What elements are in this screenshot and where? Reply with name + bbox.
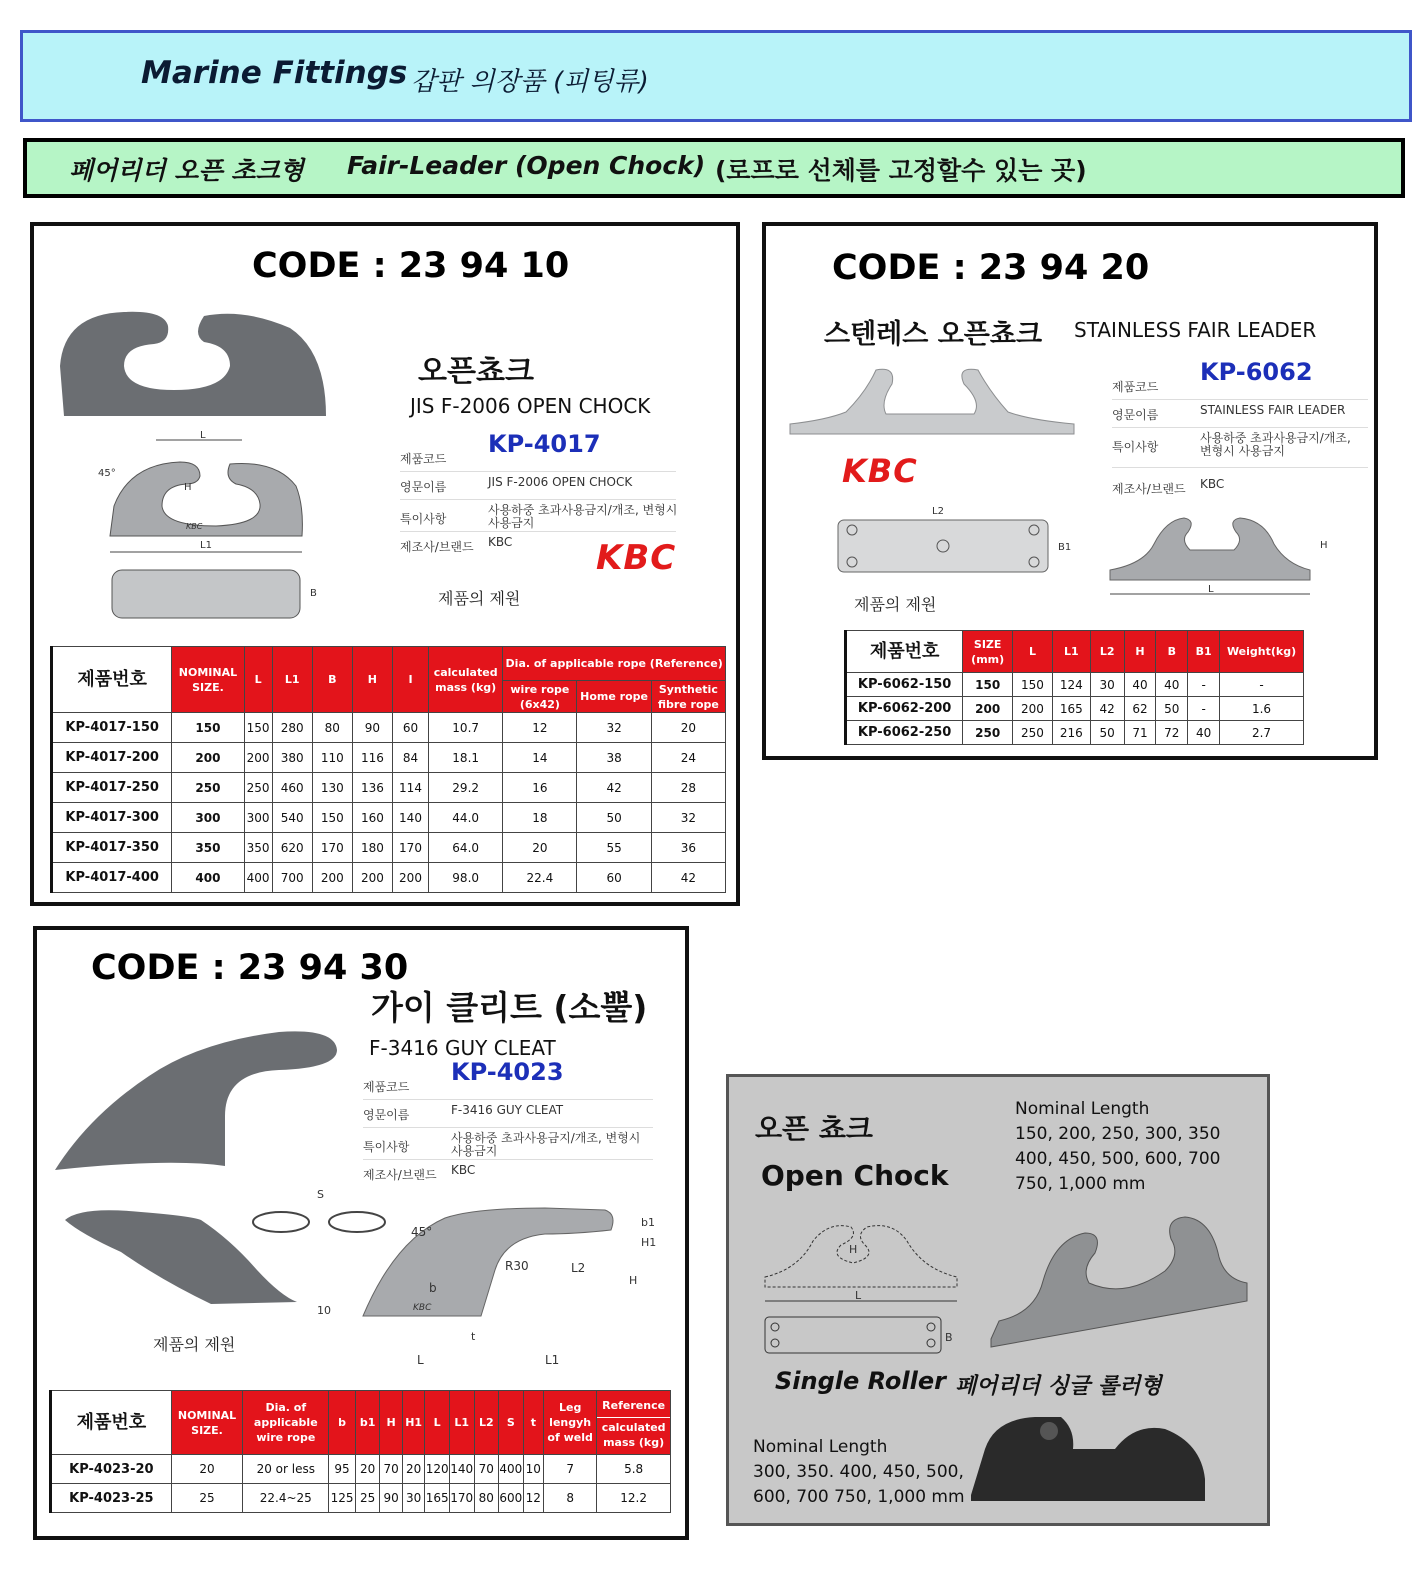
svg-text:L: L [855, 1289, 862, 1302]
table-cell: 250 [963, 721, 1013, 745]
table-row [52, 833, 726, 863]
svg-text:KBC: KBC [186, 522, 203, 531]
name-key: 영문이름 [1112, 408, 1159, 422]
english-name: F-3416 GUY CLEAT [451, 1103, 564, 1117]
product-panel-guy-cleat [33, 926, 689, 1540]
table-cell: 80 [474, 1484, 499, 1513]
table-cell: 160 [352, 803, 392, 833]
svg-text:45°: 45° [411, 1225, 433, 1239]
table-cell: 30 [402, 1484, 425, 1513]
table-header: b [329, 1391, 356, 1455]
spec-table-body [51, 1455, 671, 1513]
table-header: L2 [1090, 631, 1124, 673]
table-cell: 2.7 [1220, 721, 1304, 745]
table-header: SIZE (mm) [963, 631, 1013, 673]
subtitle-en: Fair-Leader (Open Chock) [347, 151, 706, 180]
table-cell: 110 [312, 743, 352, 773]
nominal-line-2: 600, 700 750, 1,000 mm [753, 1487, 965, 1507]
table-row [846, 697, 1304, 721]
table-header: B [312, 647, 352, 713]
open-chock-drawing [90, 426, 340, 626]
single-roller-en: Single Roller [775, 1367, 946, 1395]
table-cell: 16 [503, 773, 577, 803]
table-cell: 5.8 [597, 1455, 671, 1484]
table-cell: - [1220, 673, 1304, 697]
table-cell: 150 [1013, 673, 1053, 697]
svg-text:L1: L1 [545, 1353, 560, 1367]
table-cell: 95 [329, 1455, 356, 1484]
table-cell: 250 [244, 773, 272, 803]
code-key: 제품코드 [1112, 380, 1159, 394]
table-header: H [352, 647, 392, 713]
table-cell: 300 [244, 803, 272, 833]
table-cell: 50 [577, 803, 651, 833]
nominal-line-2: 400, 450, 500, 600, 700 [1015, 1149, 1221, 1169]
table-cell: 170 [392, 833, 428, 863]
table-cell: 120 [425, 1455, 450, 1484]
table-header: I [392, 647, 428, 713]
table-cell: 10.7 [429, 713, 503, 743]
table-cell: 50 [1156, 697, 1188, 721]
svg-text:B: B [945, 1331, 953, 1344]
table-header: Weight(kg) [1220, 631, 1304, 673]
nominal-label: Nominal Length [1015, 1099, 1150, 1119]
guy-cleat-photo [49, 1026, 341, 1176]
spec-table-body [846, 673, 1304, 745]
table-cell: 22.4 [503, 863, 577, 893]
table-cell: 40 [1124, 673, 1156, 697]
table-cell: 44.0 [429, 803, 503, 833]
guy-cleat-drawing [245, 1180, 665, 1370]
code-title: CODE : 23 94 20 [832, 248, 1150, 288]
table-cell: 165 [425, 1484, 450, 1513]
svg-text:R30: R30 [505, 1259, 529, 1273]
table-header: L1 [1052, 631, 1090, 673]
table-header: L [425, 1391, 450, 1455]
product-name-ko: 스텐레스 오픈쵸크 [824, 319, 1043, 350]
spec-table-body [52, 713, 726, 893]
remark: 사용하중 초과사용금지/개조, 변형시 사용금지 [488, 503, 678, 530]
table-cell: 180 [352, 833, 392, 863]
table-cell: 620 [272, 833, 312, 863]
nominal-length-block [1015, 1097, 1220, 1197]
table-cell: 380 [272, 743, 312, 773]
table-cell: 400 [172, 863, 244, 893]
title-en: Marine Fittings [141, 55, 408, 91]
product-panel-stainless-fair-leader [762, 222, 1378, 760]
open-chock-sketch [759, 1217, 963, 1357]
product-info [1112, 358, 1368, 502]
svg-text:45°: 45° [98, 468, 116, 479]
table-cell: 60 [577, 863, 651, 893]
open-chock-photo [54, 306, 334, 426]
svg-text:B: B [310, 588, 317, 599]
svg-text:L1: L1 [200, 540, 212, 551]
table-cell: 125 [329, 1484, 356, 1513]
table-cell: 28 [651, 773, 725, 803]
spec-table [50, 646, 726, 893]
table-header: 제품번호 [52, 647, 172, 713]
table-cell: 90 [380, 1484, 403, 1513]
product-name-en: JIS F-2006 OPEN CHOCK [410, 394, 651, 418]
name-key: 영문이름 [363, 1108, 410, 1122]
part-number-cell: KP-4017-200 [52, 743, 172, 773]
panel-title-ko: 오픈 쵸크 [755, 1112, 873, 1145]
table-cell: 20 [171, 1455, 243, 1484]
table-cell: 200 [172, 743, 244, 773]
subtitle-ko: 페어리더 오픈 초크형 [69, 156, 304, 185]
spec-table [49, 1390, 671, 1513]
table-cell: 250 [172, 773, 244, 803]
table-cell: 700 [272, 863, 312, 893]
title-ko: 갑판 의장품 (피팅류) [411, 67, 649, 97]
table-cell: 29.2 [429, 773, 503, 803]
english-name: JIS F-2006 OPEN CHOCK [488, 475, 633, 489]
nominal-line-1: 300, 350. 400, 450, 500, [753, 1462, 964, 1482]
table-cell: 30 [1090, 673, 1124, 697]
maker-key: 제조사/브랜드 [363, 1168, 437, 1182]
table-cell: 70 [474, 1455, 499, 1484]
open-chock-chrome-photo [985, 1209, 1255, 1359]
product-name-ko: 가이 클리트 (소뿔) [371, 988, 648, 1027]
product-info [363, 1058, 653, 1188]
table-header: B [1156, 631, 1188, 673]
nominal-line-1: 150, 200, 250, 300, 350 [1015, 1124, 1221, 1144]
open-chock-summary-panel [726, 1074, 1270, 1526]
part-number-cell: KP-4023-25 [51, 1484, 172, 1513]
table-header: Dia. of applicable rope (Reference) [503, 647, 726, 681]
table-row [51, 1455, 671, 1484]
table-row [52, 743, 726, 773]
svg-text:t: t [471, 1330, 476, 1343]
remark: 사용하중 초과사용금지/개조, 변형시 사용금지 [1200, 431, 1351, 458]
table-cell: 90 [352, 713, 392, 743]
table-cell: 400 [499, 1455, 524, 1484]
table-cell: 71 [1124, 721, 1156, 745]
spec-caption: 제품의 제원 [438, 589, 521, 608]
spec-caption: 제품의 제원 [854, 595, 937, 614]
table-header: Synthetic fibre rope [651, 681, 725, 713]
spec-table [844, 630, 1304, 745]
table-cell: 70 [380, 1455, 403, 1484]
table-cell: 20 [402, 1455, 425, 1484]
table-cell: - [1188, 673, 1220, 697]
svg-text:L: L [417, 1353, 424, 1367]
table-header: 제품번호 [51, 1391, 172, 1455]
part-number-cell: KP-4017-400 [52, 863, 172, 893]
spec-caption: 제품의 제원 [153, 1335, 236, 1354]
kbc-logo: KBC [842, 452, 918, 490]
table-cell: 150 [963, 673, 1013, 697]
table-cell: 18.1 [429, 743, 503, 773]
table-header: L [244, 647, 272, 713]
table-cell: 25 [171, 1484, 243, 1513]
product-name-ko: 오픈쵸크 [418, 354, 534, 389]
table-cell: 20 [503, 833, 577, 863]
table-cell: 20 [651, 713, 725, 743]
table-cell: 12.2 [597, 1484, 671, 1513]
table-cell: 80 [312, 713, 352, 743]
table-cell: 84 [392, 743, 428, 773]
code-title: CODE : 23 94 10 [252, 246, 570, 286]
svg-text:KBC: KBC [413, 1303, 432, 1313]
table-header: Home rope [577, 681, 651, 713]
table-cell: 24 [651, 743, 725, 773]
part-number-cell: KP-4023-20 [51, 1455, 172, 1484]
table-cell: 42 [577, 773, 651, 803]
table-cell: 64.0 [429, 833, 503, 863]
table-cell: 18 [503, 803, 577, 833]
table-cell: 200 [244, 743, 272, 773]
table-header: t [523, 1391, 543, 1455]
table-cell: 114 [392, 773, 428, 803]
table-header: Leg lengyh of weld [544, 1391, 597, 1455]
table-cell: 32 [577, 713, 651, 743]
stainless-side-drawing [1104, 510, 1338, 606]
table-cell: 600 [499, 1484, 524, 1513]
table-cell: 1.6 [1220, 697, 1304, 721]
part-number-cell: KP-4017-350 [52, 833, 172, 863]
svg-text:H: H [629, 1274, 638, 1287]
svg-text:H1: H1 [641, 1236, 657, 1249]
table-header: Reference [597, 1394, 670, 1418]
table-cell: 14 [503, 743, 577, 773]
brand: KBC [1200, 477, 1225, 491]
table-cell: 42 [651, 863, 725, 893]
svg-text:S: S [317, 1188, 324, 1201]
table-cell: 170 [449, 1484, 474, 1513]
table-header: 제품번호 [846, 631, 963, 673]
part-number-cell: KP-6062-150 [846, 673, 963, 697]
table-row [51, 1484, 671, 1513]
table-cell: 460 [272, 773, 312, 803]
english-name: STAINLESS FAIR LEADER [1200, 403, 1346, 417]
svg-text:b: b [429, 1281, 437, 1295]
svg-text:L: L [200, 430, 206, 441]
part-number-cell: KP-4017-150 [52, 713, 172, 743]
part-number-cell: KP-6062-200 [846, 697, 963, 721]
table-header: H1 [402, 1391, 425, 1455]
table-cell: 12 [503, 713, 577, 743]
stainless-fair-leader-photo [786, 362, 1078, 448]
table-header: b1 [355, 1391, 380, 1455]
nominal-label: Nominal Length [753, 1437, 888, 1457]
svg-text:b1: b1 [641, 1216, 655, 1229]
table-cell: 140 [449, 1455, 474, 1484]
table-cell: 200 [963, 697, 1013, 721]
table-cell: 300 [172, 803, 244, 833]
remark: 사용하중 초과사용금지/개조, 변형시 사용금지 [451, 1131, 641, 1158]
table-header: L [1013, 631, 1053, 673]
note-key: 특이사항 [1112, 440, 1159, 454]
product-name-en: STAINLESS FAIR LEADER [1074, 318, 1317, 342]
code-key: 제품코드 [400, 452, 447, 466]
table-cell: 12 [523, 1484, 543, 1513]
product-code: KP-6062 [1200, 358, 1313, 386]
code-title: CODE : 23 94 30 [91, 948, 409, 988]
table-cell: 50 [1090, 721, 1124, 745]
svg-text:L2: L2 [571, 1261, 586, 1275]
svg-text:H: H [849, 1243, 858, 1256]
table-cell: 200 [392, 863, 428, 893]
table-cell: 216 [1052, 721, 1090, 745]
table-cell: 540 [272, 803, 312, 833]
svg-text:L: L [1208, 584, 1214, 595]
maker-key: 제조사/브랜드 [400, 540, 474, 554]
table-header: L1 [449, 1391, 474, 1455]
table-cell: 150 [172, 713, 244, 743]
table-row [52, 773, 726, 803]
nominal-length-block-roller [753, 1435, 965, 1510]
stainless-top-drawing [832, 504, 1082, 578]
table-header: wire rope (6x42) [503, 681, 577, 713]
table-header: L2 [474, 1391, 499, 1455]
title-banner [20, 30, 1412, 122]
svg-text:H: H [184, 482, 192, 493]
table-header: calculated mass (kg) [601, 1420, 666, 1449]
table-cell: 98.0 [429, 863, 503, 893]
part-number-cell: KP-4017-300 [52, 803, 172, 833]
table-cell: 150 [312, 803, 352, 833]
table-cell: 200 [1013, 697, 1053, 721]
brand: KBC [451, 1163, 476, 1177]
table-header: L1 [272, 647, 312, 713]
table-cell: 72 [1156, 721, 1188, 745]
table-cell: 8 [544, 1484, 597, 1513]
table-cell: 7 [544, 1455, 597, 1484]
svg-text:B1: B1 [1058, 542, 1072, 553]
table-row [846, 721, 1304, 745]
svg-text:H: H [1320, 540, 1328, 551]
product-code: KP-4023 [451, 1058, 564, 1086]
table-cell: 170 [312, 833, 352, 863]
product-code: KP-4017 [488, 430, 601, 458]
table-cell: 62 [1124, 697, 1156, 721]
kbc-logo: KBC [596, 538, 677, 578]
single-roller-photo [965, 1409, 1211, 1505]
svg-text:10: 10 [317, 1304, 331, 1317]
nominal-line-3: 750, 1,000 mm [1015, 1174, 1146, 1194]
subtitle-banner [23, 138, 1405, 198]
table-row [52, 863, 726, 893]
table-cell: 32 [651, 803, 725, 833]
table-cell: 350 [244, 833, 272, 863]
part-number-cell: KP-6062-250 [846, 721, 963, 745]
table-cell: 130 [312, 773, 352, 803]
table-cell: 20 or less [243, 1455, 329, 1484]
svg-text:L2: L2 [932, 506, 944, 517]
single-roller-ko: 페어리더 싱글 롤러형 [955, 1374, 1162, 1399]
table-header: H [380, 1391, 403, 1455]
table-cell: 40 [1188, 721, 1220, 745]
table-row [846, 673, 1304, 697]
panel-title-en: Open Chock [761, 1159, 949, 1192]
table-cell: 25 [355, 1484, 380, 1513]
table-header: B1 [1188, 631, 1220, 673]
brand: KBC [488, 535, 513, 549]
maker-key: 제조사/브랜드 [1112, 482, 1186, 496]
subtitle-note: (로프로 선체를 고정할수 있는 곳) [715, 156, 1087, 185]
table-cell: 55 [577, 833, 651, 863]
part-number-cell: KP-4017-250 [52, 773, 172, 803]
product-panel-open-chock [30, 222, 740, 906]
table-header-reference [597, 1391, 671, 1455]
table-cell: 60 [392, 713, 428, 743]
table-cell: 140 [392, 803, 428, 833]
table-cell: 136 [352, 773, 392, 803]
table-cell: 280 [272, 713, 312, 743]
table-cell: 165 [1052, 697, 1090, 721]
table-cell: 250 [1013, 721, 1053, 745]
product-name-en: F-3416 GUY CLEAT [369, 1036, 556, 1060]
table-header: Dia. of applicable wire rope [243, 1391, 329, 1455]
table-cell: 38 [577, 743, 651, 773]
table-header: NOMINAL SIZE. [171, 1391, 243, 1455]
table-cell: 22.4~25 [243, 1484, 329, 1513]
table-cell: 400 [244, 863, 272, 893]
table-row [52, 713, 726, 743]
table-cell: 116 [352, 743, 392, 773]
table-cell: 350 [172, 833, 244, 863]
table-cell: 20 [355, 1455, 380, 1484]
table-cell: 10 [523, 1455, 543, 1484]
table-header: calculated mass (kg) [429, 647, 503, 713]
table-cell: 42 [1090, 697, 1124, 721]
table-cell: 200 [312, 863, 352, 893]
table-cell: 124 [1052, 673, 1090, 697]
table-header: H [1124, 631, 1156, 673]
name-key: 영문이름 [400, 480, 447, 494]
table-cell: 40 [1156, 673, 1188, 697]
table-cell: 36 [651, 833, 725, 863]
code-key: 제품코드 [363, 1080, 410, 1094]
table-row [52, 803, 726, 833]
note-key: 특이사항 [363, 1140, 410, 1154]
table-cell: 150 [244, 713, 272, 743]
table-header: S [499, 1391, 524, 1455]
table-cell: - [1188, 697, 1220, 721]
note-key: 특이사항 [400, 512, 447, 526]
table-cell: 200 [352, 863, 392, 893]
table-header: NOMINAL SIZE. [172, 647, 244, 713]
